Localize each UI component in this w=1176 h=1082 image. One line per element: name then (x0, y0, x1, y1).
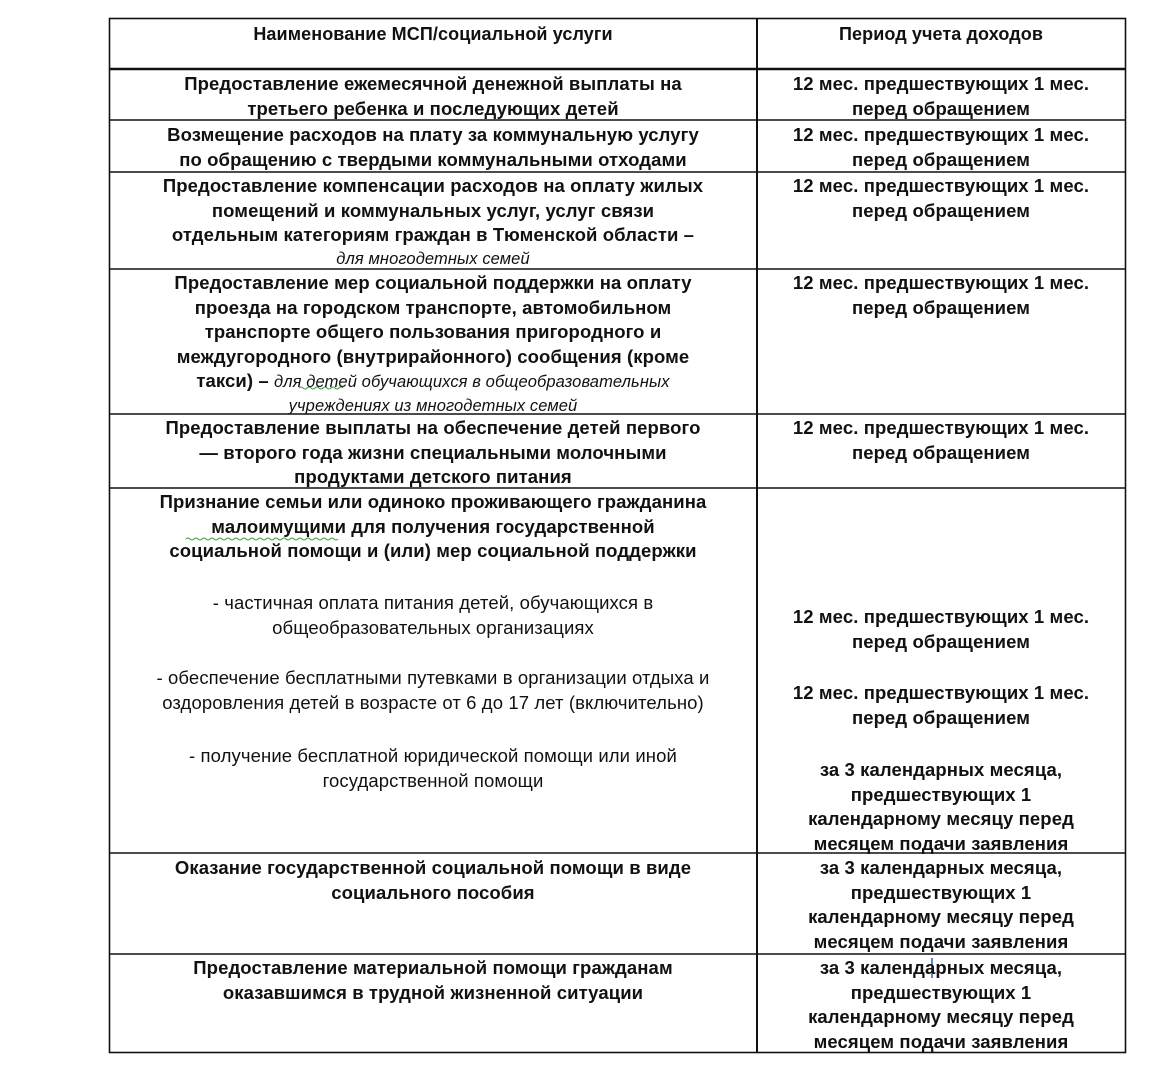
row-5-period: 12 мес. предшествующих 1 мес. перед обращением (792, 417, 1090, 463)
row-7-period: за 3 календарных месяца, предшествующих 1 календарному месяцу перед месяцем подачи заявления (808, 857, 1074, 952)
row-6-sub-2-name: - обеспечение бесплатными путевками в организации отдыха и оздоровления детей в возрасте от 6 до 17 лет (включительно) (156, 667, 710, 713)
row-2-period: 12 мес. предшествующих 1 мес. перед обращением (792, 124, 1090, 170)
row-3-name: Предоставление компенсации расходов на оплату жилых помещений и коммунальных услуг, услуг связи отдельным категориям граждан в Тюменской области – для многодетных семей (162, 175, 704, 268)
row-4-period: 12 мес. предшествующих 1 мес. перед обращением (792, 272, 1090, 318)
row-4-name: Предоставление мер социальной поддержки на оплату проезда на городском транспорте, автомобильном транспорте общего пользования пригородного и междугородного (внутрирайонного) сообщения (кроме такси) – для детей обучающихся в общеобразовательных учреждениях из многодетных семей (174, 272, 692, 415)
row-6-name: Признание семьи или одиноко проживающего гражданина малоимущими для получения государственной социальной помощи и (или) мер социальной поддержки (159, 491, 707, 561)
row-6-sub-3-name: - получение бесплатной юридической помощи или иной государственной помощи (189, 745, 677, 791)
row-8-name: Предоставление материальной помощи гражданам оказавшимся в трудной жизненной ситуации (193, 957, 673, 1003)
row-6-sub-1-name: - частичная оплата питания детей, обучающихся в общеобразовательных организациях (212, 592, 654, 638)
row-3-period: 12 мес. предшествующих 1 мес. перед обращением (792, 175, 1090, 221)
row-6-sub-1-period: 12 мес. предшествующих 1 мес. перед обращением (792, 606, 1090, 652)
row-7-name: Оказание государственной социальной помощи в виде социального пособия (174, 857, 692, 903)
row-1-period: 12 мес. предшествующих 1 мес. перед обращением (792, 73, 1090, 119)
header-name: Наименование МСП/социальной услуги (253, 24, 613, 44)
header-period: Период учета доходов (838, 24, 1044, 44)
row-2-name: Возмещение расходов на плату за коммунальную услугу по обращению с твердыми коммунальными отходами (167, 124, 699, 170)
row-8-period: за 3 календарных месяца, предшествующих 1 календарному месяцу перед месяцем подачи заявления (808, 957, 1074, 1052)
row-6-sub-2-period: 12 мес. предшествующих 1 мес. перед обращением (792, 682, 1090, 728)
row-1-name: Предоставление ежемесячной денежной выплаты на третьего ребенка и последующих детей (184, 73, 682, 119)
row-5-name: Предоставление выплаты на обеспечение детей первого — второго года жизни специальными молочными продуктами детского питания (165, 417, 701, 487)
row-6-sub-3-period: за 3 календарных месяца, предшествующих 1 календарному месяцу перед месяцем подачи заявления (808, 759, 1074, 854)
